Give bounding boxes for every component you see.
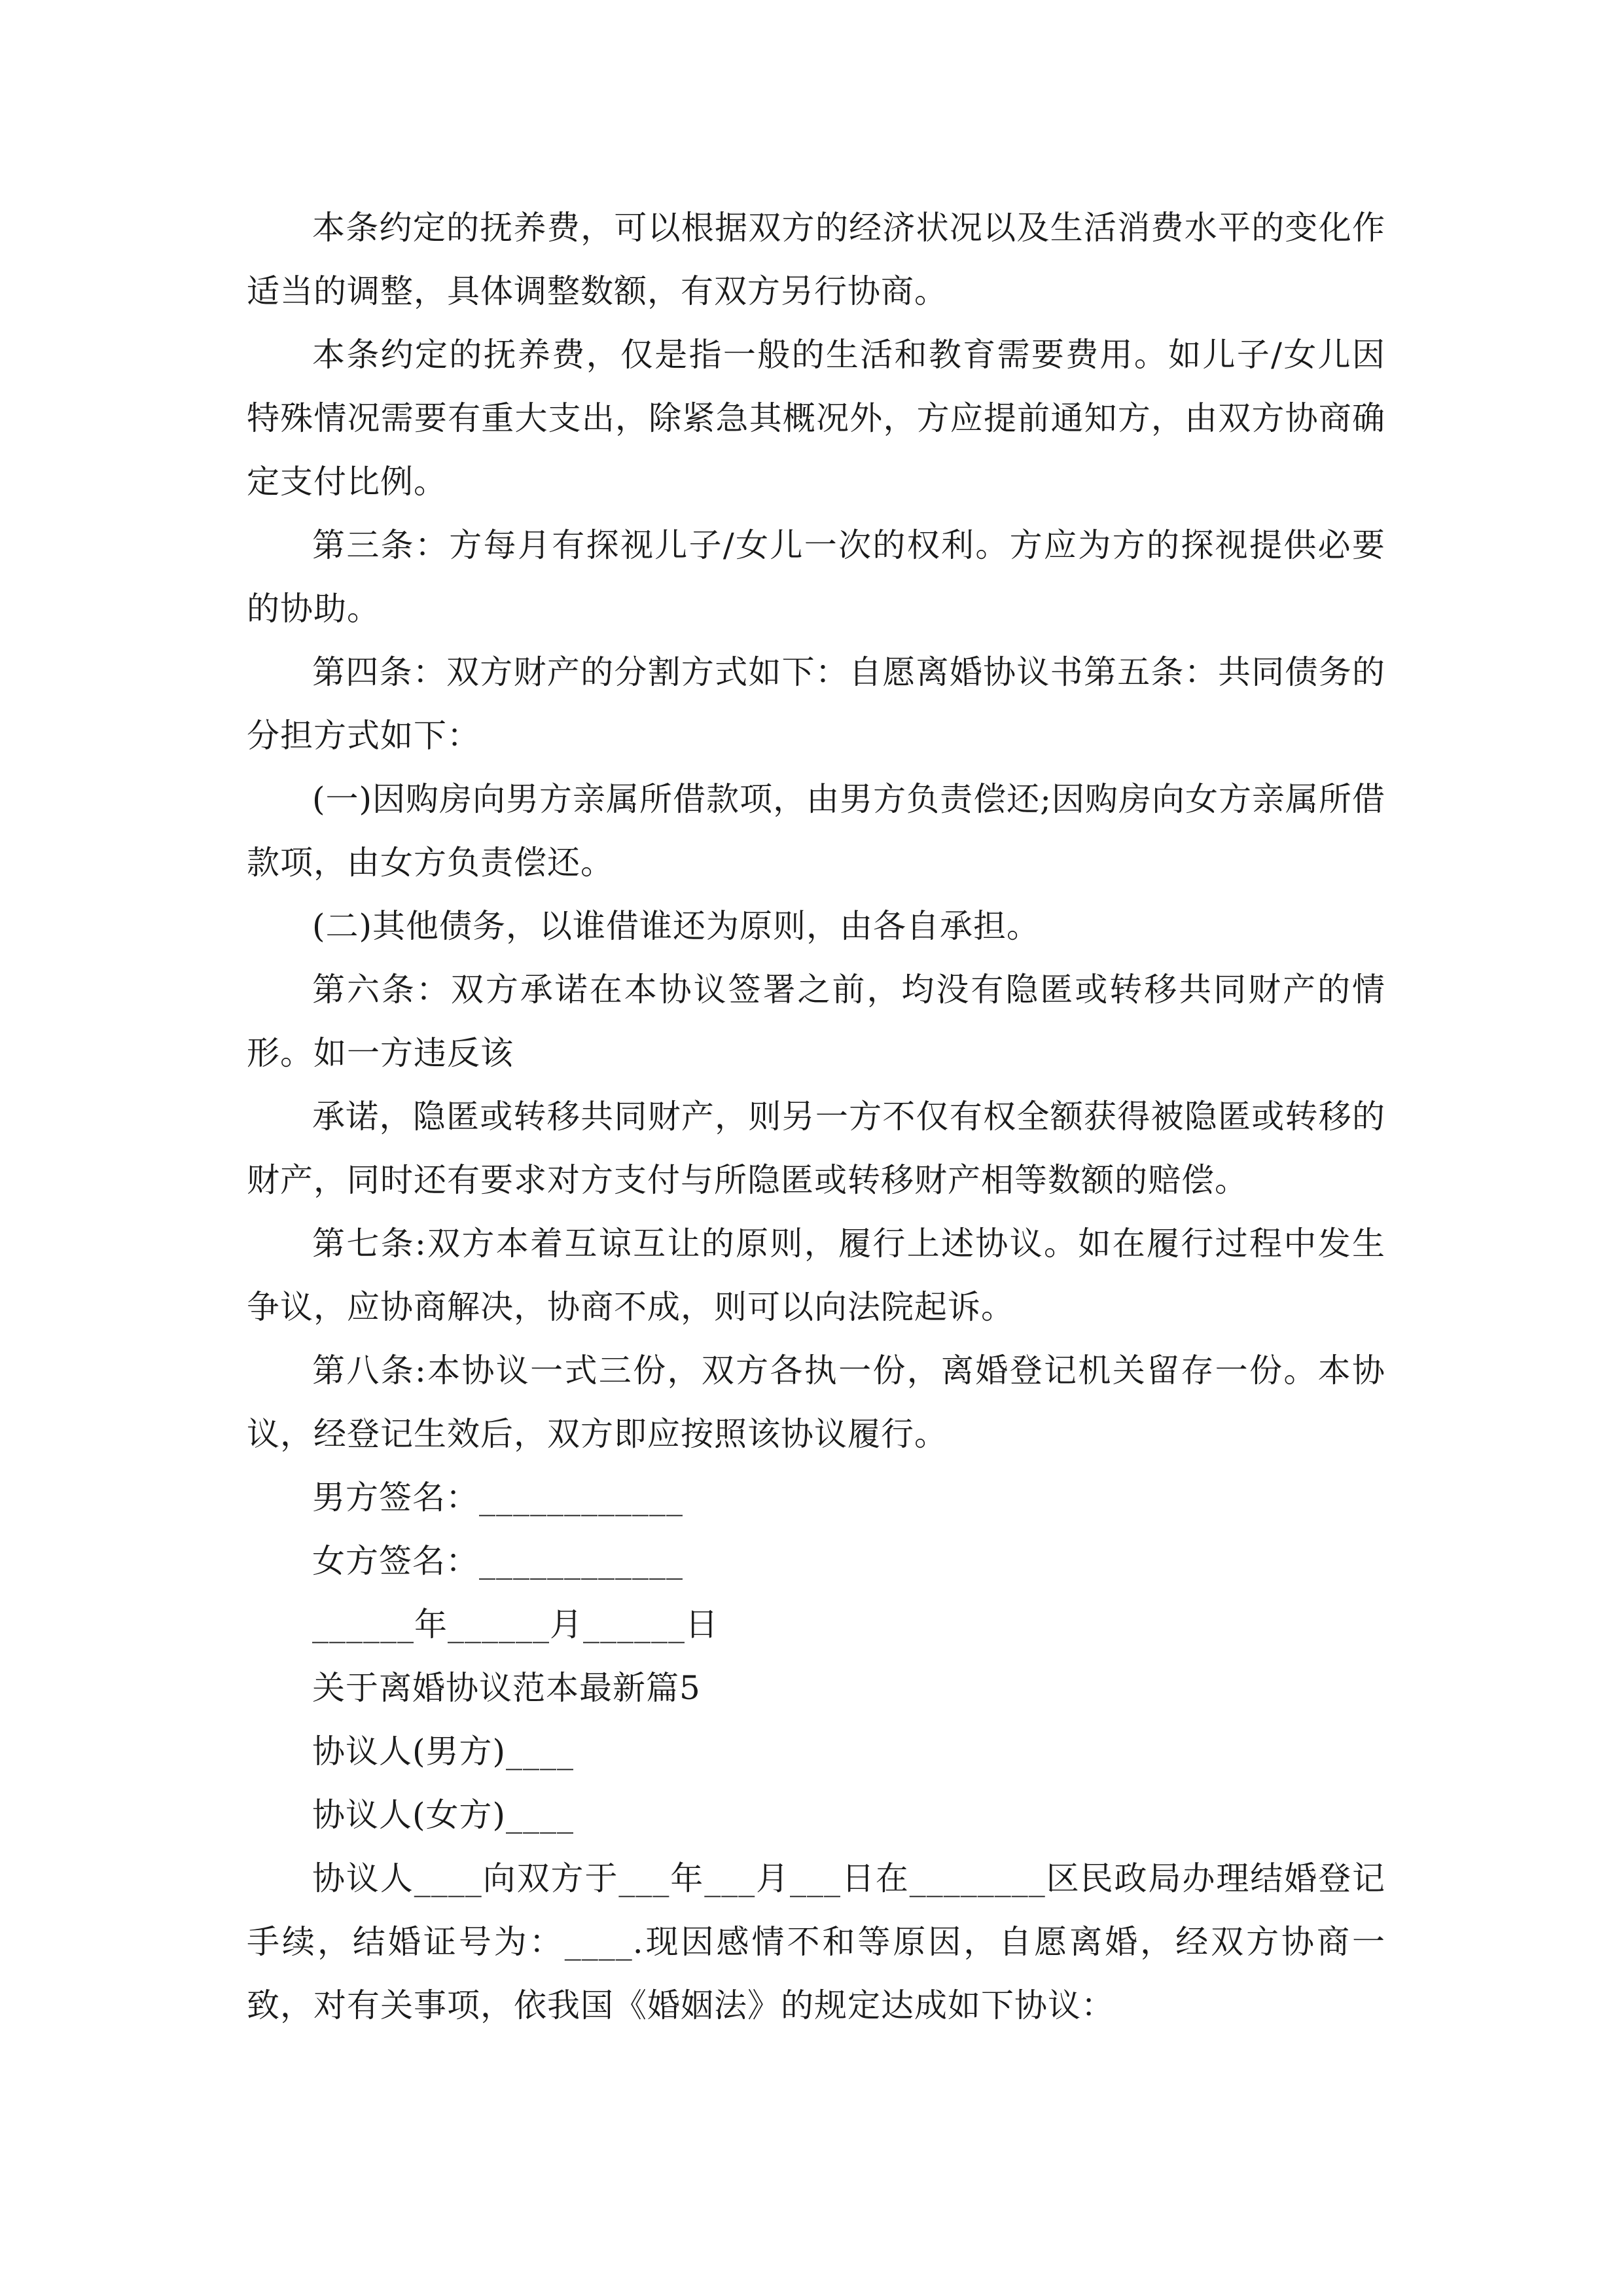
paragraph-debt-item-1: (一)因购房向男方亲属所借款项，由男方负责偿还;因购房向女方亲属所借款项，由女方负责偿还。 xyxy=(247,780,1385,882)
paragraph-article-8: 第八条:本协议一式三份，双方各执一份，离婚登记机关留存一份。本协议，经登记生效后，双方即应按照该协议履行。 xyxy=(247,1352,1385,1453)
party-male-line: 协议人(男方)____ xyxy=(312,1732,575,1770)
party-female-line: 协议人(女方)____ xyxy=(312,1796,575,1834)
paragraph-maintenance-scope: 本条约定的抚养费，仅是指一般的生活和教育需要费用。如儿子/女儿因特殊情况需要有重大支出，除紧急其概况外，方应提前通知方，由双方协商确定支付比例。 xyxy=(247,336,1385,501)
paragraph-article-3: 第三条：方每月有探视儿子/女儿一次的权利。方应为方的探视提供必要的协助。 xyxy=(247,526,1385,628)
paragraph-article-7: 第七条:双方本着互谅互让的原则，履行上述协议。如在履行过程中发生争议，应协商解决，协商不成，则可以向法院起诉。 xyxy=(247,1225,1385,1326)
document-body xyxy=(247,196,1385,2037)
paragraph-article-4: 第四条：双方财产的分割方式如下：自愿离婚协议书第五条：共同债务的分担方式如下： xyxy=(247,653,1385,755)
section-heading-part-5: 关于离婚协议范本最新篇5 xyxy=(312,1669,701,1707)
paragraph-agreement-intro: 协议人____向双方于___年___月___日在________区民政局办理结婚登记手续，结婚证号为：____.现因感情不和等原因，自愿离婚，经双方协商一致，对有关事项，依我国《婚姻法》的规定达成如下协议： xyxy=(247,1859,1385,2024)
male-signature-line: 男方签名：____________ xyxy=(312,1479,683,1516)
paragraph-debt-item-2: (二)其他债务，以谁借谁还为原则，由各自承担。 xyxy=(312,907,1041,945)
date-line: ______年______月______日 xyxy=(312,1605,719,1643)
female-signature-line: 女方签名：____________ xyxy=(312,1542,683,1580)
paragraph-article-6: 第六条：双方承诺在本协议签署之前，均没有隐匿或转移共同财产的情形。如一方违反该 xyxy=(247,971,1385,1072)
paragraph-article-6-continued: 承诺，隐匿或转移共同财产，则另一方不仅有权全额获得被隐匿或转移的财产，同时还有要求对方支付与所隐匿或转移财产相等数额的赔偿。 xyxy=(247,1098,1385,1199)
paragraph-maintenance-adjustment: 本条约定的抚养费，可以根据双方的经济状况以及生活消费水平的变化作适当的调整，具体调整数额，有双方另行协商。 xyxy=(247,209,1385,310)
